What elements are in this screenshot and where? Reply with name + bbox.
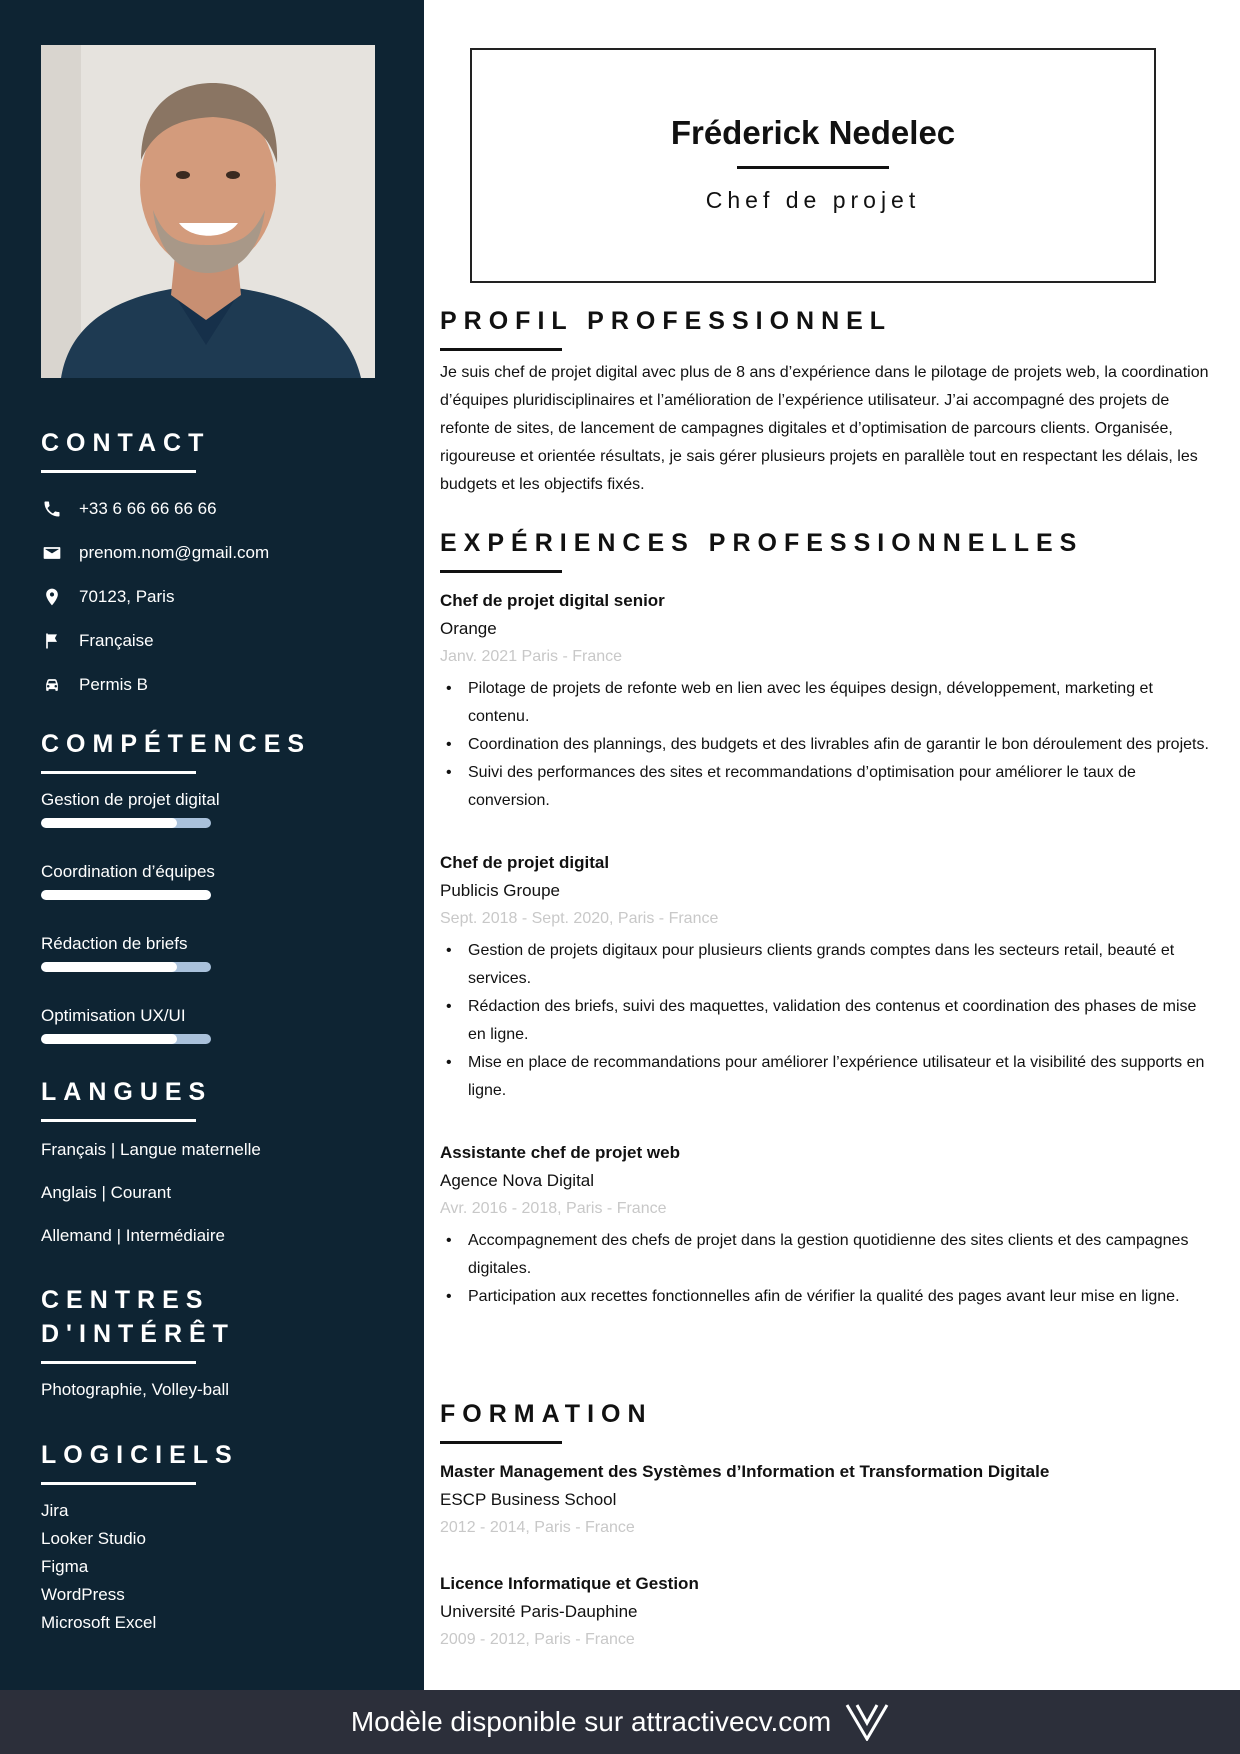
phone-icon: [41, 498, 63, 520]
language-item: Allemand | Intermédiaire: [41, 1226, 225, 1245]
contact-list: [41, 487, 401, 707]
education-entry: [440, 1570, 1210, 1654]
job-entry: [440, 849, 1210, 1105]
contact-section: [41, 426, 401, 707]
skill-item: [41, 932, 401, 990]
contact-email: [41, 531, 401, 575]
attractivecv-logo-icon: [845, 1703, 889, 1741]
footer-text: Modèle disponible sur attractivecv.com: [350, 1706, 832, 1737]
job-company: Agence Nova Digital: [440, 1171, 595, 1190]
candidate-name: Fréderick Nedelec: [670, 114, 956, 151]
skill-bar: [41, 818, 211, 828]
skill-item: [41, 788, 401, 846]
skill-bar: [41, 962, 211, 972]
skill-label: Coordination d’équipes: [41, 862, 215, 881]
skill-bar-fill: [41, 1034, 177, 1044]
location-pin-icon: [41, 586, 63, 608]
software-title-rule: [41, 1482, 196, 1485]
education-entry: [440, 1458, 1210, 1542]
job-bullet: • Coordination des plannings, des budgets et des livrables afin de garantir le bon déroulement des projets.: [440, 731, 1210, 759]
skills-section: [41, 727, 401, 1062]
education-school: ESCP Business School: [440, 1490, 617, 1509]
education-date: 2012 - 2014, Paris - France: [440, 1519, 635, 1536]
skill-bar-fill: [41, 890, 211, 900]
name-header: [470, 48, 1156, 283]
job-title: Chef de projet digital: [440, 853, 610, 872]
skill-item: [41, 860, 401, 918]
software-title: LOGICIELS: [41, 1441, 239, 1469]
interests-text: Photographie, Volley-ball: [41, 1380, 230, 1399]
skill-bar-fill: [41, 962, 177, 972]
skill-bar-fill: [41, 818, 177, 828]
profile-title-rule: [440, 348, 562, 351]
profile-photo: [41, 45, 375, 378]
education-section: [440, 1397, 1210, 1654]
profile-title: PROFIL PROFESSIONNEL: [440, 307, 893, 335]
contact-license: [41, 663, 401, 707]
interests-title-line2: D'INTÉRÊT: [41, 1320, 235, 1348]
software-item: Microsoft Excel: [41, 1613, 157, 1632]
contact-license-text: Permis B: [79, 675, 148, 694]
skill-item: [41, 1004, 401, 1062]
software-item: Figma: [41, 1557, 89, 1576]
contact-phone-text: +33 6 66 66 66 66: [79, 499, 217, 518]
job-date: Janv. 2021 Paris - France: [440, 648, 623, 665]
job-title: Assistante chef de projet web: [440, 1143, 680, 1162]
education-degree: Master Management des Systèmes d’Information et Transformation Digitale: [440, 1462, 1050, 1481]
contact-address-text: 70123, Paris: [79, 587, 175, 606]
job-bullet: • Mise en place de recommandations pour améliorer l’expérience utilisateur et la visibilité des supports en ligne.: [440, 1049, 1210, 1105]
job-date: Sept. 2018 - Sept. 2020, Paris - France: [440, 910, 719, 927]
contact-nationality-text: Française: [79, 631, 154, 650]
footer-banner: [0, 1690, 1240, 1754]
software-item: Jira: [41, 1501, 69, 1520]
languages-section: [41, 1075, 401, 1257]
job-bullets: [440, 675, 1210, 815]
job-entry: [440, 587, 1210, 815]
language-item: Français | Langue maternelle: [41, 1140, 261, 1159]
interests-section: [41, 1283, 401, 1404]
job-date: Avr. 2016 - 2018, Paris - France: [440, 1200, 667, 1217]
mail-icon: [41, 542, 63, 564]
candidate-job-title: Chef de projet: [705, 187, 921, 213]
software-item: WordPress: [41, 1585, 125, 1604]
software-section: [41, 1438, 401, 1637]
job-bullet: • Gestion de projets digitaux pour plusieurs clients grands comptes dans les secteurs retail, beauté et services.: [440, 937, 1210, 993]
skill-bar: [41, 890, 211, 900]
contact-title-rule: [41, 470, 196, 473]
experience-title-rule: [440, 570, 562, 573]
skills-title-rule: [41, 771, 196, 774]
education-degree: Licence Informatique et Gestion: [440, 1574, 699, 1593]
skill-bar: [41, 1034, 211, 1044]
job-company: Orange: [440, 619, 497, 638]
languages-title: LANGUES: [41, 1078, 213, 1106]
profile-section: [440, 304, 1210, 499]
job-bullet: • Rédaction des briefs, suivi des maquettes, validation des contenus et coordination des phases de mise en ligne.: [440, 993, 1210, 1049]
software-list: [41, 1497, 401, 1637]
job-bullet: • Pilotage de projets de refonte web en lien avec les équipes design, développement, marketing et contenu.: [440, 675, 1210, 731]
car-icon: [41, 674, 63, 696]
job-bullet: • Participation aux recettes fonctionnelles afin de vérifier la qualité des pages avant leur mise en ligne.: [440, 1283, 1210, 1311]
job-company: Publicis Groupe: [440, 881, 561, 900]
skill-label: Optimisation UX/UI: [41, 1006, 186, 1025]
job-entry: [440, 1139, 1210, 1311]
language-item: Anglais | Courant: [41, 1183, 172, 1202]
flag-icon: [41, 630, 63, 652]
job-bullets: [440, 937, 1210, 1105]
skills-title: COMPÉTENCES: [41, 730, 312, 758]
job-bullet: • Suivi des performances des sites et recommandations d’optimisation pour améliorer le taux de conversion.: [440, 759, 1210, 815]
job-bullet: • Accompagnement des chefs de projet dans la gestion quotidienne des sites clients et des campagnes digitales.: [440, 1227, 1210, 1283]
education-date: 2009 - 2012, Paris - France: [440, 1631, 635, 1648]
education-title-rule: [440, 1441, 562, 1444]
skill-label: Rédaction de briefs: [41, 934, 188, 953]
contact-address: [41, 575, 401, 619]
contact-nationality: [41, 619, 401, 663]
interests-title-rule: [41, 1361, 196, 1364]
interests-title-line1: CENTRES: [41, 1286, 210, 1314]
profile-text: Je suis chef de projet digital avec plus de 8 ans d’expérience dans le pilotage de projets web, la coordination d’équipes pluridisciplinaires et l’amélioration de l’expérience utilisateur. J’ai accompagné des projets de refonte de sites, de lancement de campagnes digitales et d’optimisation de parcours clients. Organisée, rigoureuse et orientée résultats, je sais gérer plusieurs projets en parallèle tout en respectant les délais, les budgets et les objectifs fixés.: [440, 364, 1209, 493]
software-item: Looker Studio: [41, 1529, 146, 1548]
languages-list: [41, 1128, 401, 1257]
contact-title: CONTACT: [41, 429, 211, 457]
sidebar: [0, 0, 424, 1690]
education-school: Université Paris-Dauphine: [440, 1602, 638, 1621]
experience-section: [440, 526, 1210, 1311]
job-bullets: [440, 1227, 1210, 1311]
job-title: Chef de projet digital senior: [440, 591, 665, 610]
interests-title: [41, 1283, 401, 1351]
contact-email-text: prenom.nom@gmail.com: [79, 543, 270, 562]
skill-label: Gestion de projet digital: [41, 790, 220, 809]
education-title: FORMATION: [440, 1400, 653, 1428]
name-rule: [737, 166, 889, 169]
languages-title-rule: [41, 1119, 196, 1122]
experience-title: EXPÉRIENCES PROFESSIONNELLES: [440, 529, 1084, 557]
contact-phone: [41, 487, 401, 531]
